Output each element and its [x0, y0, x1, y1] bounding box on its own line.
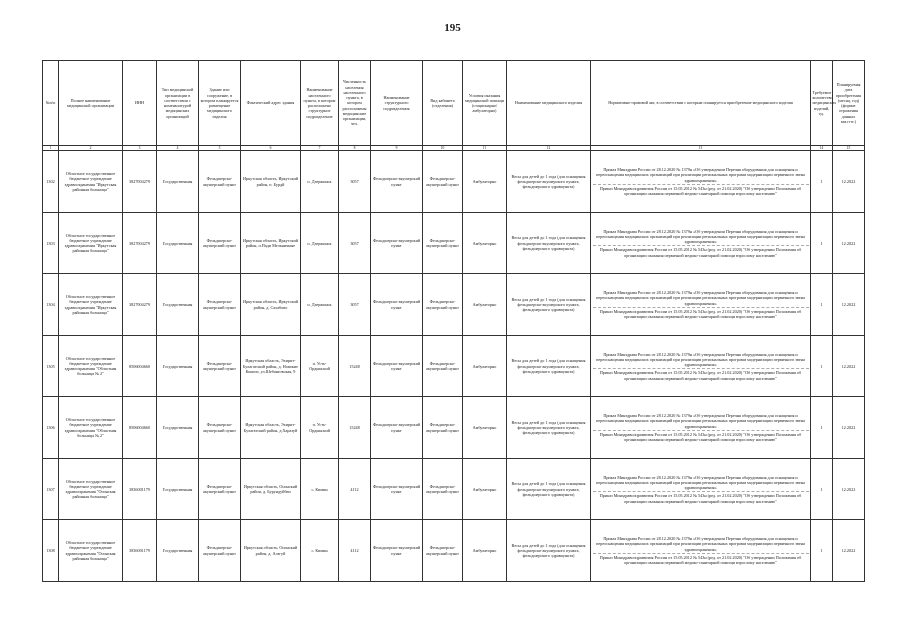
table-body [43, 151, 865, 582]
cell-device: Весы для детей до 1 года (для оснащения фельдшерско-акушерского пункта, фельдшерского здравпункта) [507, 212, 591, 274]
cell-org: Областное государственное бюджетное учреждение здравоохранения "Иркутская районная больница" [59, 151, 123, 213]
cell-cabinet: Фельдшерско-акушерский пункт [423, 520, 463, 582]
act-secondary: Приказ Минздравсоцразвития России от 15.05.2012 № 543н (ред. от 21.02.2020) "Об утверждении Положения об организации оказания первичной медико-санитарной помощи взрослому населению" [599, 308, 802, 320]
cell-device: Весы для детей до 1 года (для оснащения фельдшерско-акушерского пункта, фельдшерского здравпункта) [507, 151, 591, 213]
table-row [43, 520, 865, 582]
column-number: 1 [43, 146, 59, 151]
cell-building: Фельдшерско-акушерский пункт [199, 458, 241, 520]
column-header: Нормативно-правовой акт, в соответствии с которым планируется приобретение медицинского изделия [591, 61, 811, 146]
cell-type: Государственная [157, 335, 199, 397]
cell-unit: Фельдшерско-акушерский пункт [371, 212, 423, 274]
cell-org: Областное государственное бюджетное учреждение здравоохранения "Областная больница № 2" [59, 397, 123, 459]
cell-inn: 3827004279 [123, 274, 157, 336]
cell-settlement: п. Дзержинск [301, 274, 339, 336]
cell-date: 12.2022 [833, 458, 865, 520]
act-secondary: Приказ Минздравсоцразвития России от 15.05.2012 № 543н (ред. от 21.02.2020) "Об утверждении Положения об организации оказания первичной медико-санитарной помощи взрослому населению" [599, 247, 802, 258]
cell-building: Фельдшерско-акушерский пункт [199, 151, 241, 213]
cell-org: Областное государственное бюджетное учреждение здравоохранения "Осинская районная больница" [59, 520, 123, 582]
act-secondary: Приказ Минздравсоцразвития России от 15.05.2012 № 543н (ред. от 21.02.2020) "Об утверждении Положения об организации оказания первичной медико-санитарной помощи взрослому населению" [599, 554, 802, 566]
cell-unit: Фельдшерско-акушерский пункт [371, 335, 423, 397]
cell-address: Иркутская область, Эхирит-Булагатский район, д. Новокие Кокиги, ул.Шебанговская, 9 [241, 335, 301, 397]
cell-n: 1303 [43, 212, 59, 274]
cell-conditions: Амбулаторно [463, 335, 507, 397]
cell-population: 3057 [339, 151, 371, 213]
cell-building: Фельдшерско-акушерский пункт [199, 397, 241, 459]
column-number: 2 [59, 146, 123, 151]
cell-unit: Фельдшерско-акушерский пункт [371, 397, 423, 459]
cell-qty: 1 [811, 397, 833, 459]
table-row [43, 274, 865, 336]
cell-settlement: п. Усть-Ордынский [301, 397, 339, 459]
cell-settlement: п. Дзержинск [301, 212, 339, 274]
column-number: 7 [301, 146, 339, 151]
cell-inn: 3836001179 [123, 520, 157, 582]
column-header: Наименование населенного пункта, в котором расположено структурное подразделение [301, 61, 339, 146]
column-header: Условия оказания медицинской помощи (стационарно/амбулаторно) [463, 61, 507, 146]
cell-address: Иркутская область, Иркутский район, д. Сахабово [241, 274, 301, 336]
cell-act [591, 151, 811, 213]
table-row [43, 212, 865, 274]
cell-date: 12.2022 [833, 151, 865, 213]
column-number: 10 [423, 146, 463, 151]
cell-conditions: Амбулаторно [463, 520, 507, 582]
header-row [43, 61, 865, 146]
cell-date: 12.2022 [833, 274, 865, 336]
table-row [43, 151, 865, 213]
cell-population: 3057 [339, 212, 371, 274]
equipment-table [42, 60, 865, 582]
column-header: Полное наименование медицинской организации [59, 61, 123, 146]
column-number: 8 [339, 146, 371, 151]
column-header: Тип медицинской организации в соответствии с номенклатурой медицинских организаций [157, 61, 199, 146]
cell-address: Иркутская область, Осинский район, д. Алзгуй [241, 520, 301, 582]
cell-org: Областное государственное бюджетное учреждение здравоохранения "Иркутская районная больница" [59, 212, 123, 274]
cell-device: Весы для детей до 1 года (для оснащения фельдшерско-акушерского пункта, фельдшерского здравпункта) [507, 458, 591, 520]
column-number: 15 [833, 146, 865, 151]
cell-unit: Фельдшерско-акушерский пункт [371, 458, 423, 520]
cell-type: Государственная [157, 397, 199, 459]
cell-org: Областное государственное бюджетное учреждение здравоохранения "Областная больница № 2" [59, 335, 123, 397]
column-number: 14 [811, 146, 833, 151]
cell-n: 1304 [43, 274, 59, 336]
table-row [43, 335, 865, 397]
cell-population: 15248 [339, 335, 371, 397]
cell-inn: 3836001179 [123, 458, 157, 520]
column-number: 9 [371, 146, 423, 151]
cell-qty: 1 [811, 520, 833, 582]
act-primary: Приказ Минздрава России от 28.12.2020 № 1379н «Об утверждении Перечня оборудования для оснащения и переоснащения медицинских организаций при реализации региональных программ модернизации первичного звена здравоохранения» [593, 290, 809, 308]
column-header: Здание или сооружение, в котором планируется размещение медицинского изделия [199, 61, 241, 146]
cell-conditions: Амбулаторно [463, 151, 507, 213]
cell-n: 1302 [43, 151, 59, 213]
act-secondary: Приказ Минздравсоцразвития России от 15.05.2012 № 543н (ред. от 21.02.2020) "Об утверждении Положения об организации оказания первичной медико-санитарной помощи взрослому населению" [599, 370, 802, 381]
cell-act [591, 520, 811, 582]
cell-cabinet: Фельдшерско-акушерский пункт [423, 274, 463, 336]
cell-cabinet: Фельдшерско-акушерский пункт [423, 335, 463, 397]
cell-act [591, 397, 811, 459]
cell-type: Государственная [157, 151, 199, 213]
cell-inn: 3827004279 [123, 151, 157, 213]
cell-settlement: п. Усть-Ордынский [301, 335, 339, 397]
column-header: Наименование медицинского изделия [507, 61, 591, 146]
act-primary: Приказ Минздрава России от 28.12.2020 № 1379н «Об утверждении Перечня оборудования для оснащения и переоснащения медицинских организаций при реализации региональных программ модернизации первичного звена здравоохранения» [593, 352, 809, 370]
column-header: Планируемая дата приобретения (месяц, год) (формат отражения данных мм.гггг.) [833, 61, 865, 146]
cell-inn: 8506004660 [123, 397, 157, 459]
act-primary: Приказ Минздрава России от 28.12.2020 № 1379н «Об утверждении Перечня оборудования для оснащения и переоснащения медицинских организаций при реализации региональных программ модернизации первичного звена здравоохранения» [593, 229, 809, 247]
cell-act [591, 212, 811, 274]
table-row [43, 397, 865, 459]
cell-qty: 1 [811, 274, 833, 336]
cell-inn: 8506004660 [123, 335, 157, 397]
cell-inn: 3827004279 [123, 212, 157, 274]
cell-device: Весы для детей до 1 года (для оснащения фельдшерско-акушерского пункта, фельдшерского здравпункта) [507, 274, 591, 336]
column-header: Фактический адрес здания [241, 61, 301, 146]
cell-unit: Фельдшерско-акушерский пункт [371, 151, 423, 213]
cell-unit: Фельдшерско-акушерский пункт [371, 274, 423, 336]
cell-population: 15248 [339, 397, 371, 459]
cell-act [591, 274, 811, 336]
cell-settlement: п. Дзержинск [301, 151, 339, 213]
cell-building: Фельдшерско-акушерский пункт [199, 335, 241, 397]
cell-settlement: с. Кимин [301, 520, 339, 582]
column-number: 6 [241, 146, 301, 151]
act-secondary: Приказ Минздравсоцразвития России от 15.05.2012 № 543н (ред. от 21.02.2020) "Об утверждении Положения об организации оказания первичной медико-санитарной помощи взрослому населению" [599, 493, 802, 504]
cell-date: 12.2022 [833, 212, 865, 274]
column-header: №п/п [43, 61, 59, 146]
cell-building: Фельдшерско-акушерский пункт [199, 520, 241, 582]
column-header: Наименование структурного подразделения [371, 61, 423, 146]
cell-n: 1307 [43, 458, 59, 520]
cell-qty: 1 [811, 458, 833, 520]
column-number: 4 [157, 146, 199, 151]
cell-population: 4112 [339, 520, 371, 582]
cell-act [591, 335, 811, 397]
cell-population: 3057 [339, 274, 371, 336]
cell-device: Весы для детей до 1 года (для оснащения фельдшерско-акушерского пункта, фельдшерского здравпункта) [507, 397, 591, 459]
cell-type: Государственная [157, 212, 199, 274]
column-header: Вид кабинета (отделения) [423, 61, 463, 146]
act-primary: Приказ Минздрава России от 28.12.2020 № 1379н «Об утверждении Перечня оборудования для оснащения и переоснащения медицинских организаций при реализации региональных программ модернизации первичного звена здравоохранения» [593, 536, 809, 554]
act-secondary: Приказ Минздравсоцразвития России от 15.05.2012 № 543н (ред. от 21.02.2020) "Об утверждении Положения об организации оказания первичной медико-санитарной помощи взрослому населению" [599, 185, 802, 197]
column-number: 11 [463, 146, 507, 151]
cell-conditions: Амбулаторно [463, 212, 507, 274]
cell-address: Иркутская область, Эхирит-Булагатский район, д.Харазуй [241, 397, 301, 459]
cell-conditions: Амбулаторно [463, 397, 507, 459]
cell-address: Иркутская область, Осинский район, д. Бурундуйбен [241, 458, 301, 520]
column-number: 3 [123, 146, 157, 151]
cell-date: 12.2022 [833, 397, 865, 459]
cell-cabinet: Фельдшерско-акушерский пункт [423, 212, 463, 274]
cell-org: Областное государственное бюджетное учреждение здравоохранения "Иркутская районная больница" [59, 274, 123, 336]
cell-qty: 1 [811, 212, 833, 274]
cell-cabinet: Фельдшерско-акушерский пункт [423, 458, 463, 520]
column-header: Требуемое количество медицинских изделий, ед. [811, 61, 833, 146]
cell-conditions: Амбулаторно [463, 458, 507, 520]
act-primary: Приказ Минздрава России от 28.12.2020 № 1379н «Об утверждении Перечня оборудования для оснащения и переоснащения медицинских организаций при реализации региональных программ модернизации первичного звена здравоохранения» [593, 167, 809, 185]
cell-n: 1306 [43, 397, 59, 459]
cell-date: 12.2022 [833, 335, 865, 397]
cell-building: Фельдшерско-акушерский пункт [199, 212, 241, 274]
act-primary: Приказ Минздрава России от 28.12.2020 № 1379н «Об утверждении Перечня оборудования для оснащения и переоснащения медицинских организаций при реализации региональных программ модернизации первичного звена здравоохранения» [593, 413, 809, 431]
column-header: Численность населения населенного пункта, в котором расположены медицинские организации, чел. [339, 61, 371, 146]
cell-conditions: Амбулаторно [463, 274, 507, 336]
cell-type: Государственная [157, 458, 199, 520]
cell-date: 12.2022 [833, 520, 865, 582]
column-number: 12 [507, 146, 591, 151]
cell-cabinet: Фельдшерско-акушерский пункт [423, 397, 463, 459]
cell-type: Государственная [157, 520, 199, 582]
column-number: 5 [199, 146, 241, 151]
column-header: ИНН [123, 61, 157, 146]
cell-population: 4112 [339, 458, 371, 520]
cell-qty: 1 [811, 151, 833, 213]
act-secondary: Приказ Минздравсоцразвития России от 15.05.2012 № 543н (ред. от 21.02.2020) "Об утверждении Положения об организации оказания первичной медико-санитарной помощи взрослому населению" [599, 431, 802, 443]
cell-n: 1305 [43, 335, 59, 397]
cell-cabinet: Фельдшерско-акушерский пункт [423, 151, 463, 213]
cell-address: Иркутская область, Иркутский район, п.Пади Мельничные [241, 212, 301, 274]
cell-unit: Фельдшерско-акушерский пункт [371, 520, 423, 582]
cell-building: Фельдшерско-акушерский пункт [199, 274, 241, 336]
cell-device: Весы для детей до 1 года (для оснащения фельдшерско-акушерского пункта, фельдшерского здравпункта) [507, 520, 591, 582]
cell-type: Государственная [157, 274, 199, 336]
cell-n: 1308 [43, 520, 59, 582]
cell-qty: 1 [811, 335, 833, 397]
cell-device: Весы для детей до 1 года (для оснащения фельдшерско-акушерского пункта, фельдшерского здравпункта) [507, 335, 591, 397]
table-row [43, 458, 865, 520]
cell-act [591, 458, 811, 520]
act-primary: Приказ Минздрава России от 28.12.2020 № 1379н «Об утверждении Перечня оборудования для оснащения и переоснащения медицинских организаций при реализации региональных программ модернизации первичного звена здравоохранения» [593, 475, 809, 493]
cell-settlement: с. Кимин [301, 458, 339, 520]
column-number: 13 [591, 146, 811, 151]
cell-org: Областное государственное бюджетное учреждение здравоохранения "Осинская районная больница" [59, 458, 123, 520]
cell-address: Иркутская область, Иркутский район, п. Бурдй [241, 151, 301, 213]
page-number: 195 [444, 22, 461, 34]
